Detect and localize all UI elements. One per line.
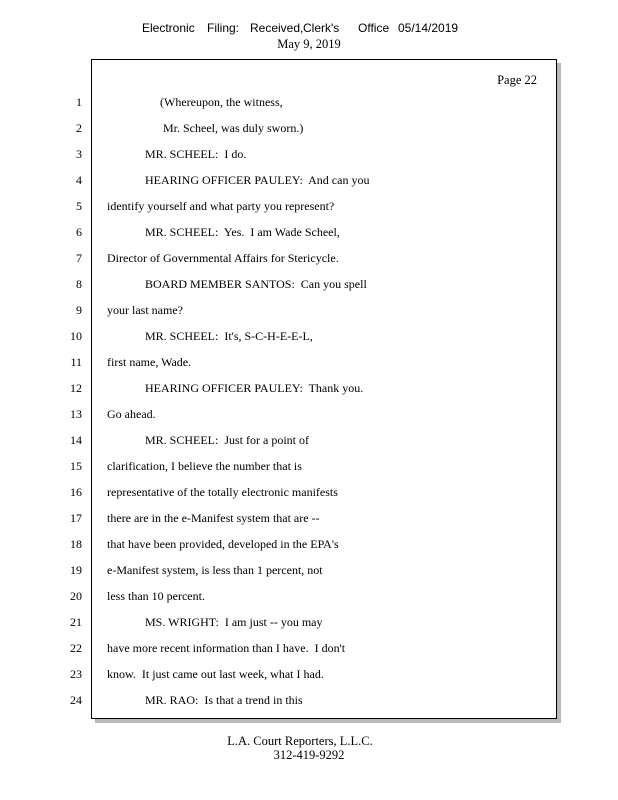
line-number: 15 xyxy=(70,459,82,473)
line-text: clarification, I believe the number that is xyxy=(107,459,302,473)
line-number: 5 xyxy=(76,199,82,213)
line-number: 24 xyxy=(70,693,82,707)
transcript-line xyxy=(0,692,618,708)
transcript-line xyxy=(0,640,618,656)
transcript-date: May 9, 2019 xyxy=(277,37,341,51)
line-text: first name, Wade. xyxy=(107,355,192,369)
line-number: 23 xyxy=(70,667,82,681)
transcript-line xyxy=(0,172,618,188)
stamp-electronic: Electronic xyxy=(142,21,195,35)
transcript-line xyxy=(0,666,618,682)
line-text: Mr. Scheel, was duly sworn.) xyxy=(163,121,304,135)
stamp-filing: Filing: xyxy=(207,21,240,35)
transcript-line xyxy=(0,380,618,396)
line-text: representative of the totally electronic manifests xyxy=(107,485,338,499)
line-text: HEARING OFFICER PAULEY: Thank you. xyxy=(145,381,364,395)
line-text: e-Manifest system, is less than 1 percent, not xyxy=(107,563,323,577)
line-number: 22 xyxy=(70,641,82,655)
transcript-line xyxy=(0,536,618,552)
line-text: MR. SCHEEL: Yes. I am Wade Scheel, xyxy=(145,225,340,239)
line-text: less than 10 percent. xyxy=(107,589,205,603)
line-text: Go ahead. xyxy=(107,407,156,421)
transcript-line xyxy=(0,562,618,578)
transcript-line xyxy=(0,302,618,318)
line-text: MR. SCHEEL: I do. xyxy=(145,147,247,161)
transcript-line xyxy=(0,120,618,136)
transcript-line xyxy=(0,328,618,344)
line-number: 4 xyxy=(76,173,82,187)
line-number: 1 xyxy=(76,95,82,109)
line-number: 11 xyxy=(70,355,82,369)
transcript-line xyxy=(0,484,618,500)
line-text: have more recent information than I have. I don't xyxy=(107,641,346,655)
line-number: 18 xyxy=(70,537,82,551)
line-number: 8 xyxy=(76,277,82,291)
stamp-received: Received, xyxy=(250,21,304,35)
line-text: your last name? xyxy=(107,303,183,317)
transcript-line xyxy=(0,198,618,214)
line-text: that have been provided, developed in the EPA's xyxy=(107,537,339,551)
line-text: BOARD MEMBER SANTOS: Can you spell xyxy=(145,277,367,291)
line-text: MS. WRIGHT: I am just -- you may xyxy=(145,615,323,629)
transcript-line xyxy=(0,354,618,370)
transcript-line xyxy=(0,94,618,110)
line-text: identify yourself and what party you represent? xyxy=(107,199,335,213)
transcript-line xyxy=(0,406,618,422)
line-number: 13 xyxy=(70,407,82,421)
stamp-office: Office xyxy=(358,21,390,35)
stamp-clerks: Clerk's xyxy=(303,21,340,35)
line-number: 12 xyxy=(70,381,82,395)
line-text: know. It just came out last week, what I had. xyxy=(107,667,324,681)
line-number: 16 xyxy=(70,485,82,499)
page-number: Page 22 xyxy=(497,73,537,87)
line-number: 19 xyxy=(70,563,82,577)
line-text: Director of Governmental Affairs for Stericycle. xyxy=(107,251,339,265)
line-text: there are in the e-Manifest system that are -- xyxy=(107,511,320,525)
line-text: HEARING OFFICER PAULEY: And can you xyxy=(145,173,370,187)
transcript-line xyxy=(0,276,618,292)
transcript-line xyxy=(0,588,618,604)
transcript-line xyxy=(0,614,618,630)
line-number: 14 xyxy=(70,433,82,447)
line-text: MR. SCHEEL: It's, S-C-H-E-E-L, xyxy=(145,329,313,343)
line-number: 2 xyxy=(76,121,82,135)
transcript-line xyxy=(0,250,618,266)
stamp-date: 05/14/2019 xyxy=(398,21,459,35)
line-text: MR. RAO: Is that a trend in this xyxy=(145,693,303,707)
line-number: 7 xyxy=(76,251,82,265)
line-number: 6 xyxy=(76,225,82,239)
line-number: 20 xyxy=(70,589,82,603)
line-number: 17 xyxy=(70,511,82,525)
line-number: 21 xyxy=(70,615,82,629)
transcript-line xyxy=(0,432,618,448)
reporter-phone: 312-419-9292 xyxy=(273,748,345,762)
transcript-line xyxy=(0,224,618,240)
reporter-company: L.A. Court Reporters, L.L.C. xyxy=(227,734,373,748)
line-text: (Whereupon, the witness, xyxy=(160,95,283,109)
transcript-line xyxy=(0,510,618,526)
transcript-line xyxy=(0,146,618,162)
line-number: 9 xyxy=(76,303,82,317)
transcript-line xyxy=(0,458,618,474)
line-number: 3 xyxy=(76,147,82,161)
line-text: MR. SCHEEL: Just for a point of xyxy=(145,433,309,447)
line-number: 10 xyxy=(70,329,82,343)
